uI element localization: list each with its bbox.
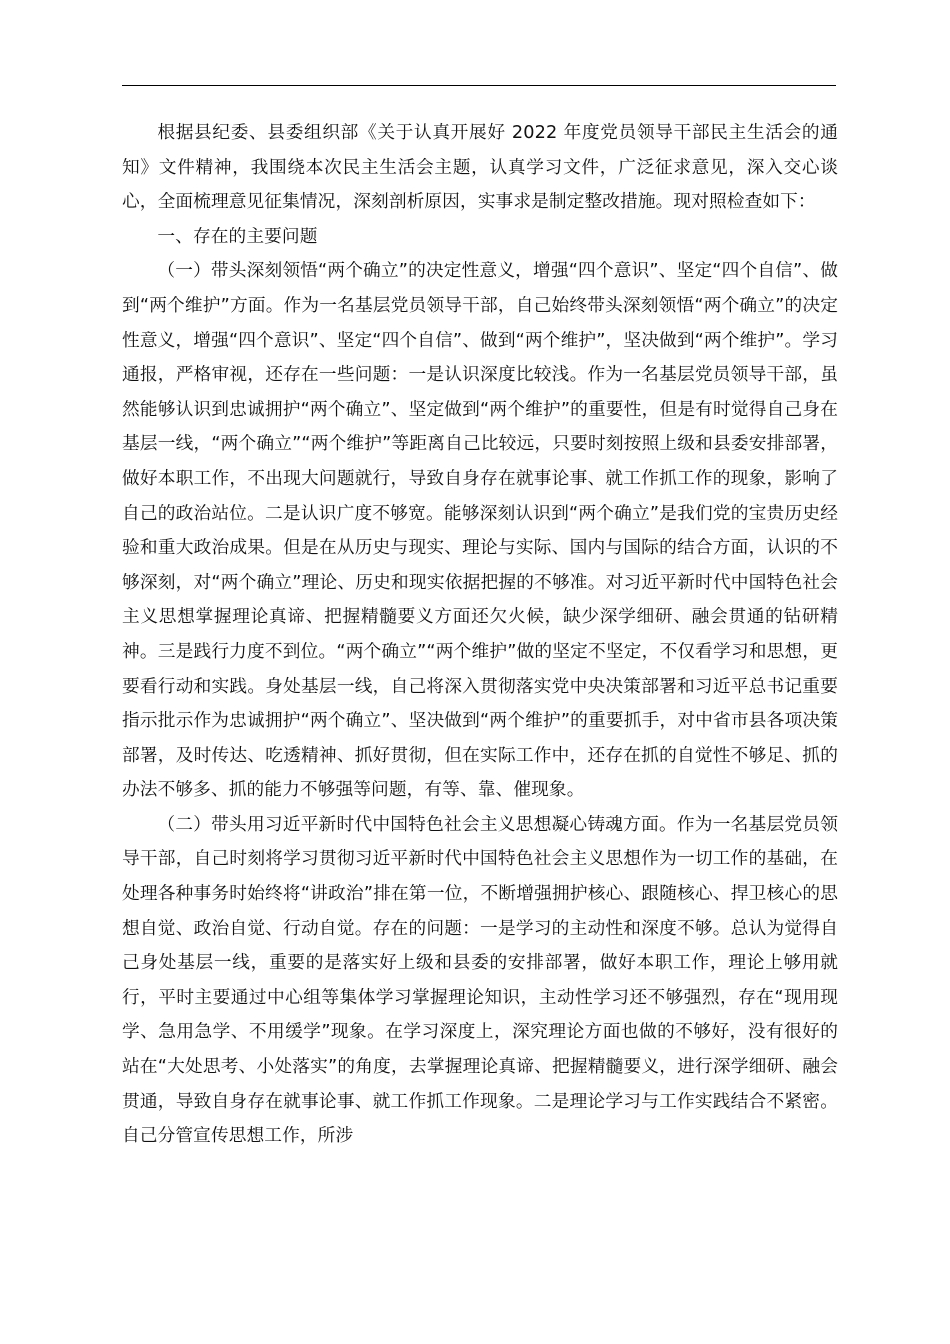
document-body (122, 116, 838, 1154)
intro-paragraph: 根据县纪委、县委组织部《关于认真开展好 2022 年度党员领导干部民主生活会的通知》文件精神，我围绕本次民主生活会主题，认真学习文件，广泛征求意见，深入交心谈心，全面梳理意见征集情况，深刻剖析原因，实事求是制定整改措施。现对照检查如下： (122, 123, 838, 213)
section-heading: 一、存在的主要问题 (157, 226, 318, 247)
body-paragraph-2: （二）带头用习近平新时代中国特色社会主义思想凝心铸魂方面。作为一名基层党员领导干部，自己时刻将学习贯彻习近平新时代中国特色社会主义思想作为一切工作的基础，在处理各种事务时始终将“讲政治”排在第一位，不断增强拥护核心、跟随核心、捍卫核心的思想自觉、政治自觉、行动自觉。存在的问题：一是学习的主动性和深度不够。总认为觉得自己身处基层一线，重要的是落实好上级和县委的安排部署，做好本职工作，理论上够用就行，平时主要通过中心组等集体学习掌握理论知识，主动性学习还不够强烈，存在“现用现学、急用急学、不用缓学”现象。在学习深度上，深究理论方面也做的不够好，没有很好的站在“大处思考、小处落实”的角度，去掌握理论真谛、把握精髓要义，进行深学细研、融会贯通，导致自身存在就事论事、就工作抓工作现象。二是理论学习与工作实践结合不紧密。自己分管宣传思想工作，所涉 (122, 814, 838, 1147)
header-rule (122, 85, 836, 86)
body-paragraph-1: （一）带头深刻领悟“两个确立”的决定性意义，增强“四个意识”、坚定“四个自信”、做到“两个维护”方面。作为一名基层党员领导干部，自己始终带头深刻领悟“两个确立”的决定性意义，增强“四个意识”、坚定“四个自信”、做到“两个维护”，坚决做到“两个维护”。学习通报，严格审视，还存在一些问题：一是认识深度比较浅。作为一名基层党员领导干部，虽然能够认识到忠诚拥护“两个确立”、坚定做到“两个维护”的重要性，但是有时觉得自己身在基层一线，“两个确立”“两个维护”等距离自己比较远，只要时刻按照上级和县委安排部署，做好本职工作，不出现大问题就行，导致自身存在就事论事、就工作抓工作的现象，影响了自己的政治站位。二是认识广度不够宽。能够深刻认识到“两个确立”是我们党的宝贵历史经验和重大政治成果。但是在从历史与现实、理论与实际、国内与国际的结合方面，认识的不够深刻，对“两个确立”理论、历史和现实依据把握的不够准。对习近平新时代中国特色社会主义思想掌握理论真谛、把握精髓要义方面还欠火候，缺少深学细研、融会贯通的钻研精神。三是践行力度不到位。“两个确立”“两个维护”做的坚定不坚定，不仅看学习和思想，更要看行动和实践。身处基层一线，自己将深入贯彻落实党中央决策部署和习近平总书记重要指示批示作为忠诚拥护“两个确立”、坚决做到“两个维护”的重要抓手，对中省市县各项决策部署，及时传达、吃透精神、抓好贯彻，但在实际工作中，还存在抓的自觉性不够足、抓的办法不够多、抓的能力不够强等问题，有等、靠、催现象。 (122, 261, 838, 801)
